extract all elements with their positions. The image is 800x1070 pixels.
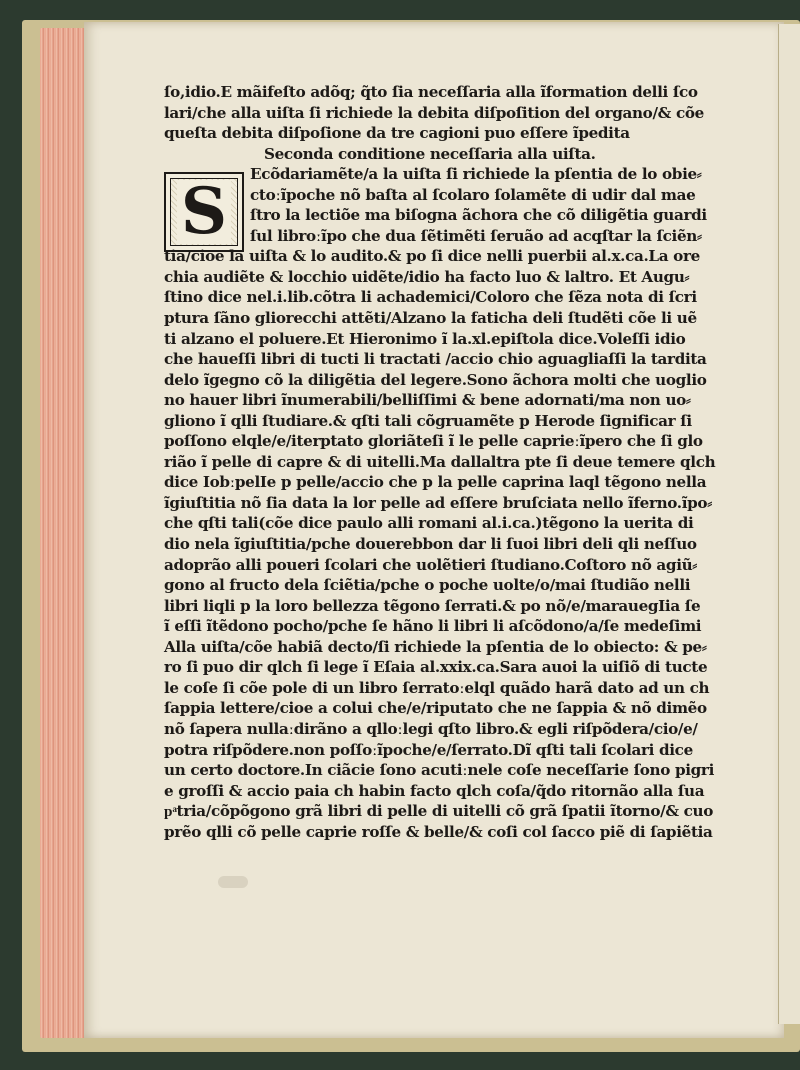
facing-page-edge: [778, 24, 800, 1024]
text-line: adoprão alli poueri ſcolari che uolẽtieri ſtudiano.Coſtoro nõ agiũ⸗: [164, 555, 698, 574]
page-edges-stack: [40, 28, 90, 1038]
text-line: ſul libroːĩpo che dua ſẽtimẽti ſeruão ad acqſtar la ſciẽn⸗: [250, 226, 702, 245]
text-line: rião ĩ pelle di capre & di uitelli.Ma dallaltra pte ſi deue temere qlch: [164, 452, 716, 471]
text-line: ti alzano el poluere.Et Hieronimo ĩ la.xl.epiſtola dice.Voleſſi idio: [164, 329, 686, 348]
text-line: che qſti tali(cõe dice paulo alli romani al.i.ca.)tẽgono la uerita di: [164, 514, 694, 533]
text-line: ĩgiuſtitia nõ ſia data la lor pelle ad eſſere bruſciata nello ĩferno.ĩpo⸗: [164, 493, 712, 512]
text-line: chia audiẽte & locchio uidẽte/idio ha facto luo & laltro. Et Augu⸗: [164, 267, 690, 286]
text-line: ĩ eſſi ĩtẽdono pocho/pche ſe hãno li libri li aſcõdono/a/ſe medeſimi: [164, 617, 702, 636]
text-line: dio nela ĩgiuſtitia/pche douerebbon dar li ſuoi libri deli qli neſſuo: [164, 535, 697, 554]
text-line: ſtro la lectiõe ma biſogna ãchora che cõ diligẽtia guardi: [250, 206, 707, 225]
text-line: dice IobːpelIe p pelle/accio che p la pelle caprina laql tẽgono nella: [164, 473, 707, 492]
text-line: e groſſi & accio paia ch habin facto qlch coſa/q̃do ritornão alla ſua: [164, 781, 705, 800]
text-line: pͣtria/cõpõgono grã libri di pelle di uitelli cõ grã ſpatii ĩtorno/& cuo: [164, 802, 714, 821]
drop-cap-letter: S: [177, 180, 231, 244]
text-line: no hauer libri ĩnumerabili/belliſſimi & bene adornati/ma non uo⸗: [164, 391, 691, 410]
text-line: potra riſpõdere.non poſſoːĩpoche/e/ſerrato.Dĩ qſti tali ſcolari dice: [164, 740, 693, 759]
text-line: ſo,idio.E mãifeſto adõq; q̃to ſia neceſſaria alla ĩformation delli ſco: [164, 83, 698, 101]
text-line: delo ĩgegno cõ la diligẽtia del legere.Sono ãchora molti che uoglio: [164, 370, 707, 389]
section-heading: Seconda conditione neceſſaria alla uiſta.: [264, 144, 596, 163]
text-line: Alla uiſta/cõe habiã decto/ſi richiede la pſentia de lo obiecto: & pe⸗: [164, 637, 707, 656]
text-line: lari/che alla uiſta ſi richiede la debita diſpoſition del organo/& cõe: [164, 103, 704, 122]
text-line: ro ſi puo dir qlch ſi lege ĩ Eſaia al.xxix.ca.Sara auoi la uiſiõ di tucte: [164, 658, 708, 677]
text-line: libri liqli p la loro bellezza tẽgono ſerrati.& po nõ/e/marauegIia ſe: [164, 596, 701, 615]
text-line: poſſono elqle/e/iterptato gloriãteſi ĩ le pelle caprieːĩpero che ſi glo: [164, 432, 703, 451]
text-line: ptura ſãno gliorecchi attẽti/Alzano la faticha deli ſtudẽti cõe li uẽ: [164, 309, 697, 328]
text-line: tia/cioe la uiſta & lo audito.& po ſi dice nelli puerbii al.x.ca.La ore: [164, 247, 700, 266]
text-line: nõ ſapera nullaːdirãno a qlloːlegi qſto libro.& egli riſpõdera/cio/e/: [164, 719, 698, 738]
text-line: le coſe ſi cõe pole di un libro ſerratoːelql quãdo harã dato ad un ch: [164, 678, 710, 697]
text-line: ſtino dice nel.i.lib.cõtra li achademici/Coloro che ſẽza nota di ſcri: [164, 288, 697, 307]
text-line: Ecõdariamẽte/a la uiſta ſi richiede la pſentia de lo obie⸗: [250, 165, 702, 184]
page-text-block: [164, 82, 716, 842]
ink-smudge: [218, 876, 248, 888]
text-line: che haueſſi libri di tucti li tractati /accio chio aguagliaſſi la tardita: [164, 350, 707, 369]
text-line: ctoːĩpoche nõ baſta al ſcolaro ſolamẽte di udir dal mae: [250, 185, 696, 204]
text-line: queſta debita diſpoſione da tre cagioni puo eſſere ĩpedita: [164, 124, 630, 143]
text-line: ſappia lettere/cioe a colui che/e/riputato che ne ſappia & nõ dimẽo: [164, 699, 707, 718]
text-line: un certo doctore.In ciãcie ſono acutiːnele coſe neceſſarie ſono pigri: [164, 761, 714, 780]
text-line: gliono ĩ qlli ſtudiare.& qſti tali cõgruamẽte p Herode ſignificar ſi: [164, 411, 692, 430]
text-line: prẽo qlli cõ pelle caprie roſſe & belle/& coſi col ſacco piẽ di ſapiẽtia: [164, 822, 713, 841]
text-line: gono al fructo dela ſciẽtia/pche o poche uolte/o/mai ſtudião nelli: [164, 576, 691, 595]
